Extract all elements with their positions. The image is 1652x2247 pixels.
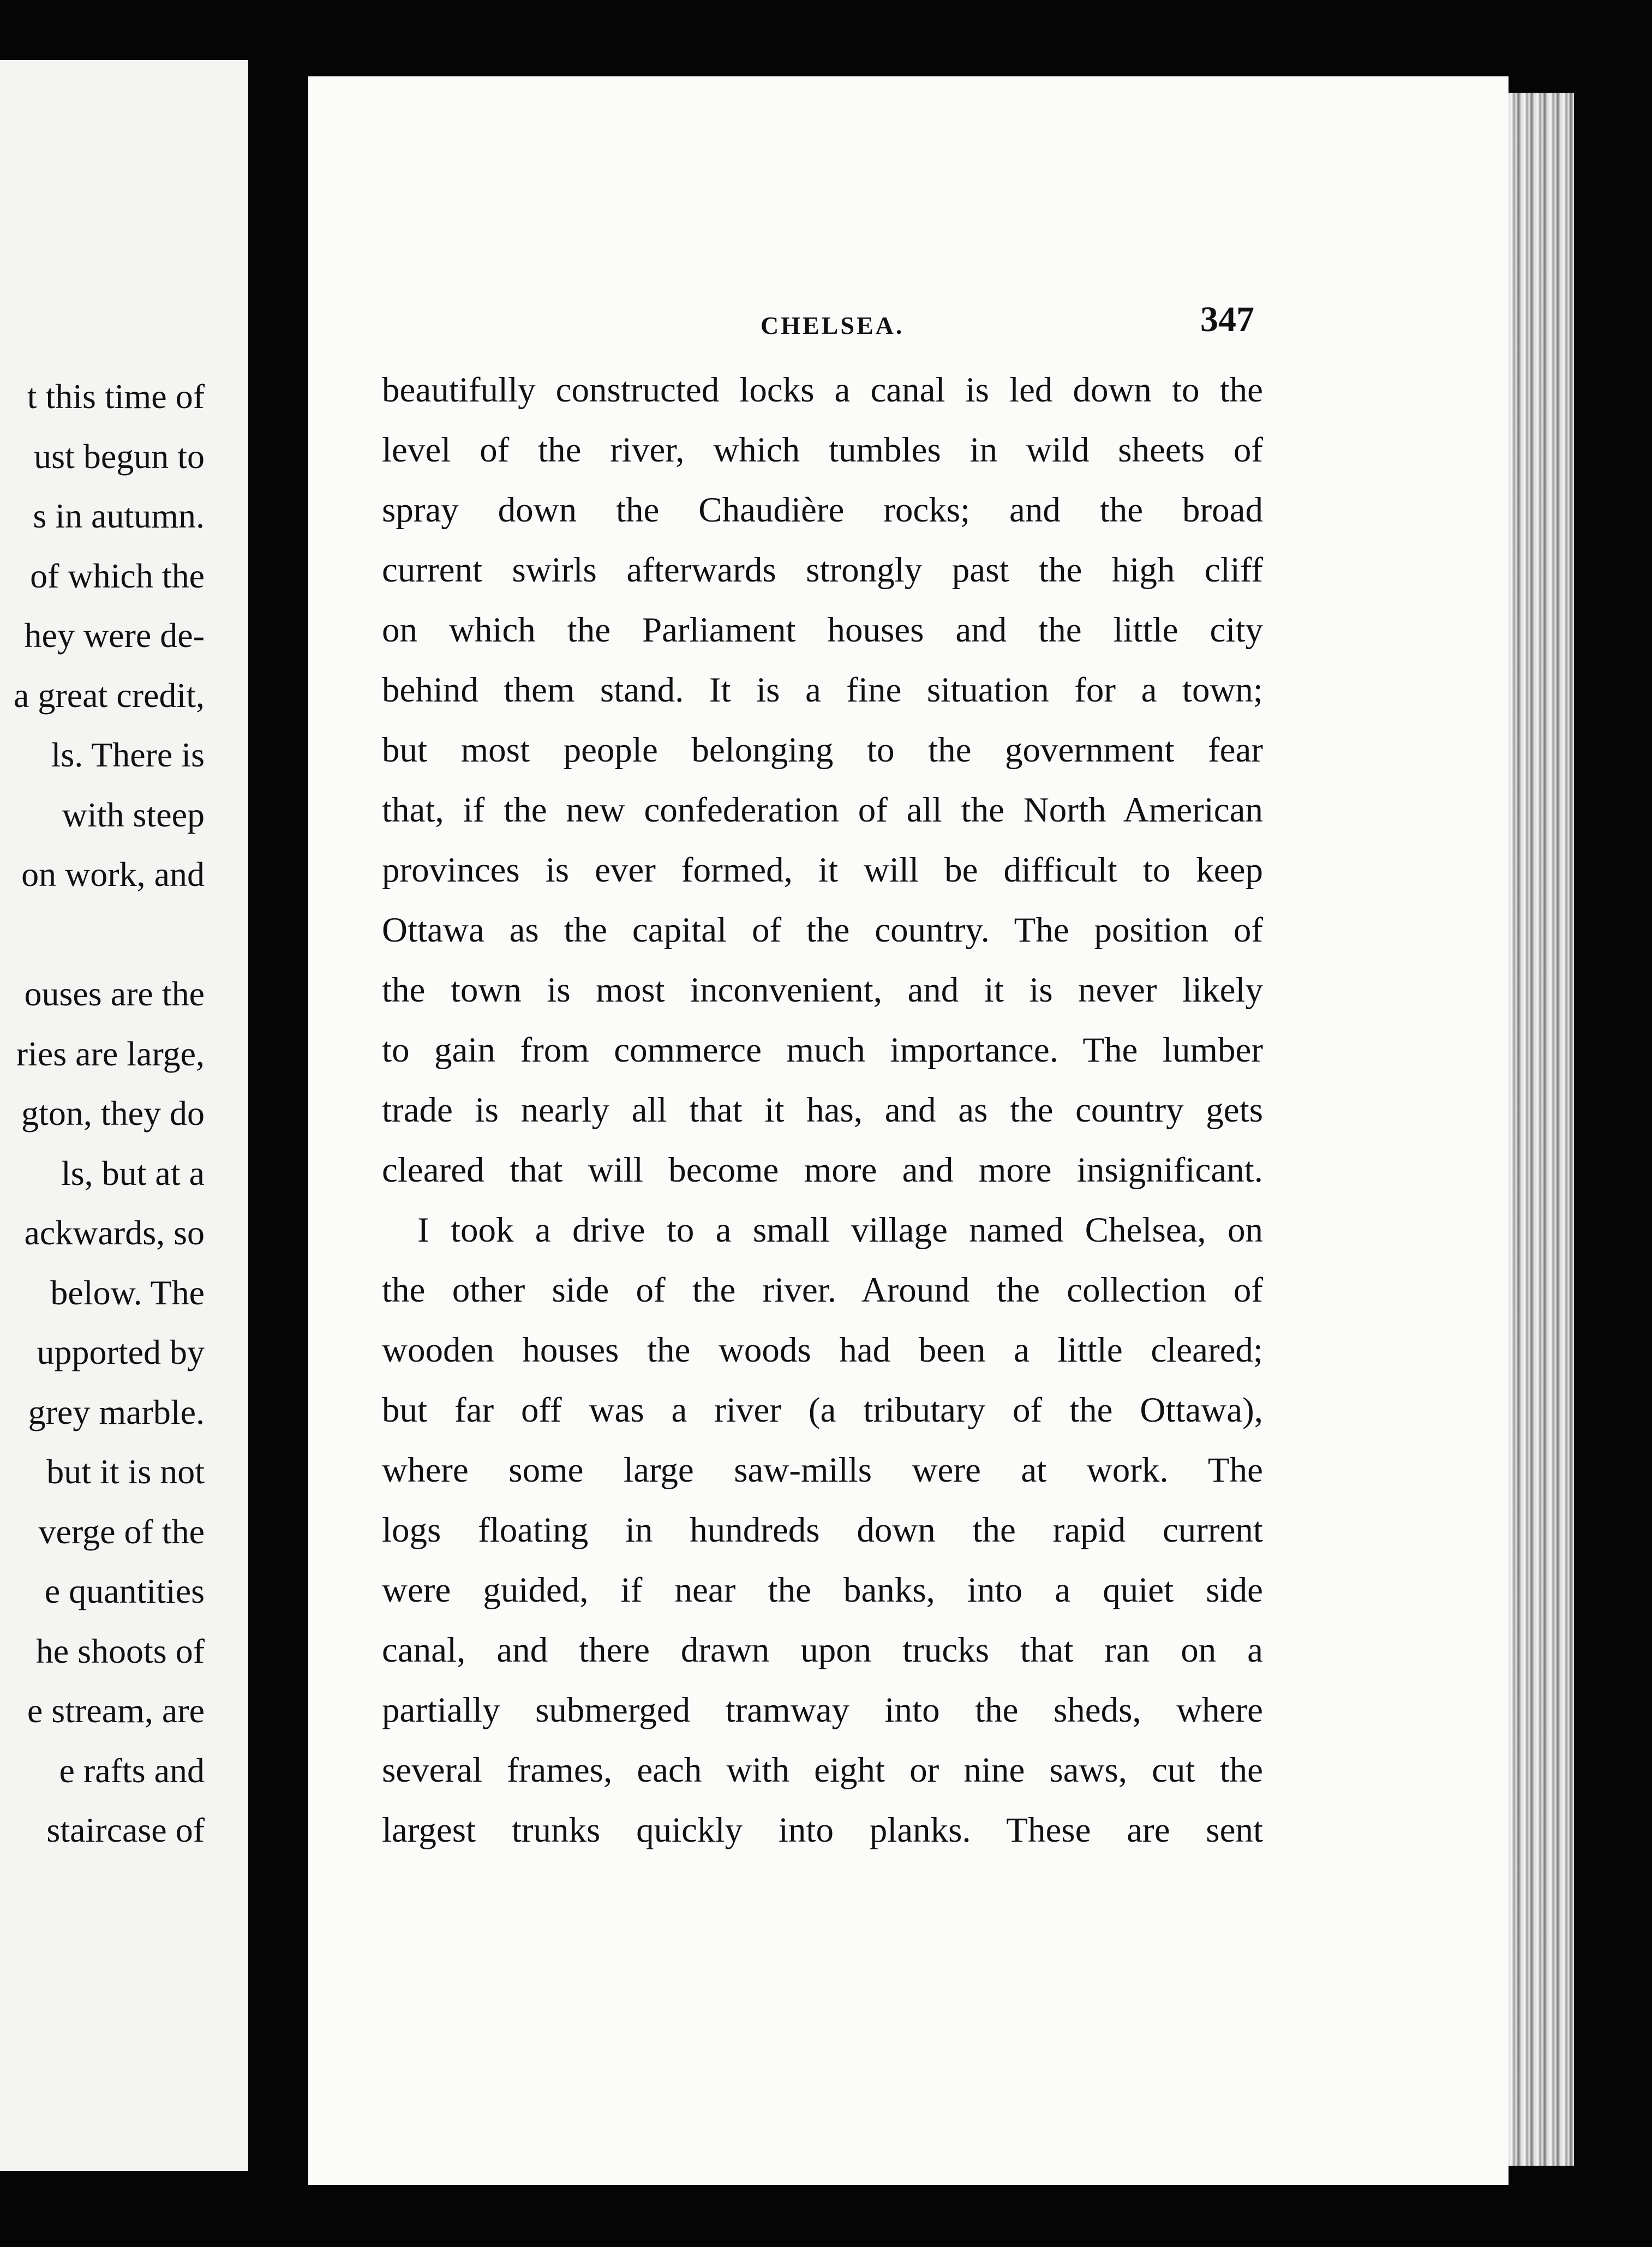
- text-line: on which the Parliament houses and the little city: [382, 610, 1263, 650]
- text-line: behind them stand. It is a fine situation for a town;: [382, 670, 1263, 710]
- text-line: s in autumn.: [33, 496, 205, 535]
- text-line: e rafts and: [59, 1751, 205, 1790]
- text-line: but far off was a river (a tributary of the Ottawa),: [382, 1391, 1263, 1430]
- text-line: Ottawa as the capital of the country. The position of: [382, 910, 1263, 950]
- text-line: spray down the Chaudière rocks; and the broad: [382, 490, 1263, 530]
- text-line: where some large saw-mills were at work. The: [382, 1451, 1263, 1490]
- text-line: hey were de-: [24, 616, 205, 655]
- text-line: the other side of the river. Around the collection of: [382, 1271, 1263, 1310]
- text-line: ls, but at a: [61, 1153, 205, 1193]
- text-line: level of the river, which tumbles in wild sheets of: [382, 430, 1263, 470]
- text-line: he shoots of: [35, 1631, 205, 1670]
- text-line: with steep: [62, 795, 205, 834]
- text-line: a great credit,: [14, 675, 205, 715]
- text-line: current swirls afterwards strongly past the high cliff: [382, 550, 1263, 590]
- text-line: ackwards, so: [24, 1213, 205, 1252]
- text-line: partially submerged tramway into the sheds, where: [382, 1691, 1263, 1730]
- text-line: e quantities: [44, 1572, 205, 1610]
- text-line: [0, 904, 205, 964]
- paragraph-first-line: I took a drive to a small village named Chelsea, on: [417, 1211, 1263, 1250]
- text-line: to gain from commerce much importance. The lumber: [382, 1030, 1263, 1070]
- page-number: 347: [1200, 299, 1254, 339]
- page-edges: [1509, 93, 1574, 2166]
- text-line: ries are large,: [16, 1034, 205, 1073]
- text-line: of which the: [30, 556, 205, 595]
- text-line: cleared that will become more and more insignificant.: [382, 1151, 1263, 1190]
- text-line: provinces is ever formed, it will be difficult to keep: [382, 850, 1263, 890]
- text-line: staircase of: [46, 1811, 205, 1849]
- text-line: grey marble.: [28, 1392, 205, 1431]
- text-line: t this time of: [27, 377, 205, 416]
- text-line: upported by: [37, 1333, 205, 1371]
- text-line: verge of the: [38, 1512, 205, 1551]
- text-line: ouses are the: [24, 974, 205, 1013]
- text-line: below. The: [50, 1273, 205, 1312]
- previous-page-text: [0, 367, 205, 1860]
- text-line: largest trunks quickly into planks. These are sent: [382, 1811, 1263, 1850]
- text-line: ust begun to: [34, 436, 205, 476]
- text-line: wooden houses the woods had been a little cleared;: [382, 1331, 1263, 1370]
- previous-page: [0, 60, 248, 2171]
- text-line: gton, they do: [21, 1094, 205, 1133]
- text-line: that, if the new confederation of all the North American: [382, 790, 1263, 830]
- text-line: trade is nearly all that it has, and as the country gets: [382, 1090, 1263, 1130]
- text-line: logs floating in hundreds down the rapid current: [382, 1511, 1263, 1550]
- text-line: the town is most inconvenient, and it is never likely: [382, 970, 1263, 1010]
- text-line: were guided, if near the banks, into a quiet side: [382, 1571, 1263, 1610]
- text-line: beautifully constructed locks a canal is led down to the: [382, 370, 1263, 410]
- text-line: several frames, each with eight or nine saws, cut the: [382, 1751, 1263, 1790]
- text-line: canal, and there drawn upon trucks that ran on a: [382, 1631, 1263, 1670]
- text-line: but it is not: [46, 1452, 205, 1491]
- text-line: on work, and: [21, 855, 205, 894]
- text-line: e stream, are: [27, 1691, 205, 1730]
- text-line: ls. There is: [51, 735, 205, 774]
- book-gutter: [248, 49, 314, 2209]
- text-line: but most people belonging to the government fear: [382, 730, 1263, 770]
- page-body-text: [382, 360, 1263, 1860]
- running-head: CHELSEA.: [761, 311, 905, 339]
